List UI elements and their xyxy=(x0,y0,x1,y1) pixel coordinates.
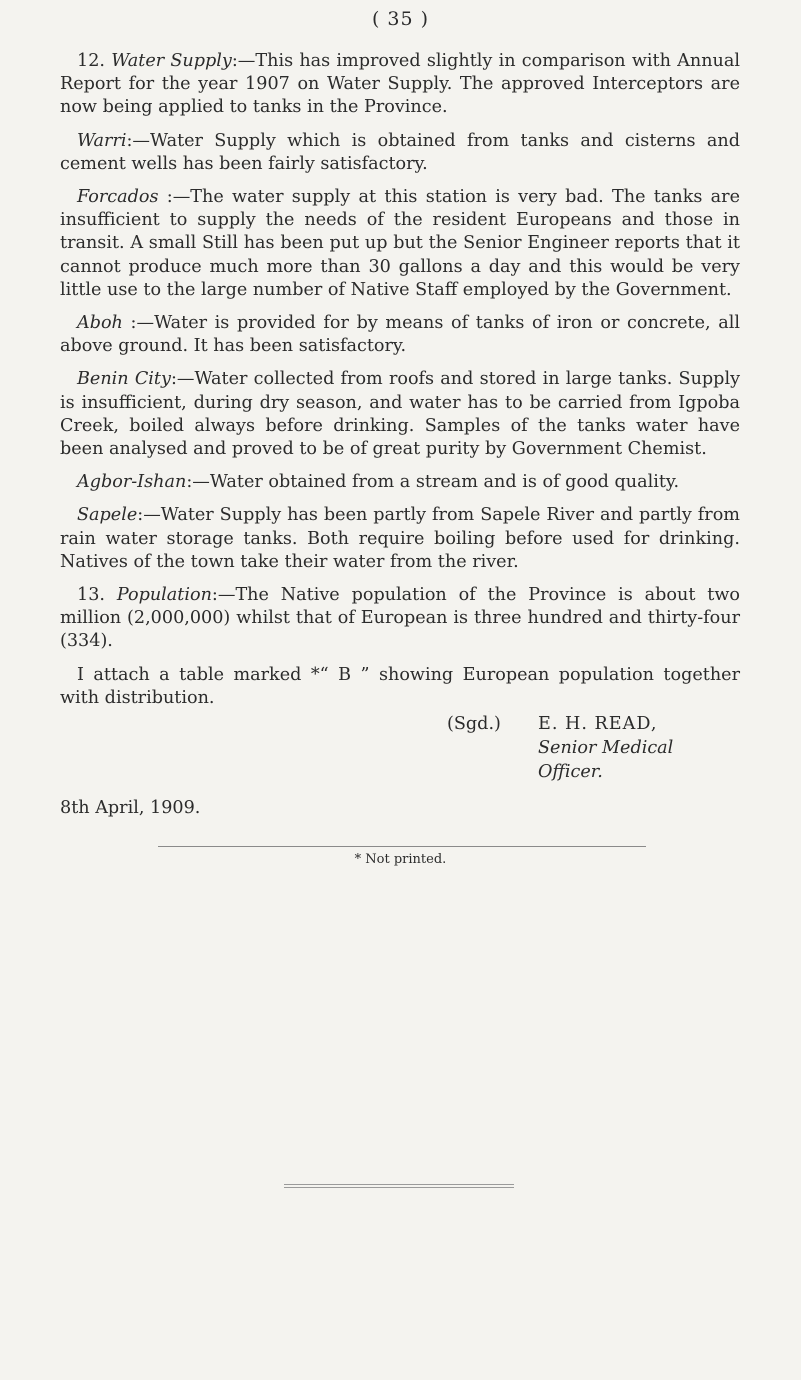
body-text xyxy=(60,50,740,720)
footnote: * Not printed. xyxy=(354,852,447,867)
paragraph-water-supply xyxy=(60,50,740,120)
footnote-divider xyxy=(158,846,646,847)
paragraph-lead: Forcados xyxy=(77,187,159,208)
signatory-role: Senior Medical Officer. xyxy=(538,738,674,782)
page-number: ( 35 ) xyxy=(371,8,430,30)
paragraph-warri xyxy=(60,130,740,176)
paragraph-forcados xyxy=(60,186,740,302)
paragraph-agbor-ishan xyxy=(60,471,740,494)
end-rule xyxy=(284,1184,514,1188)
signed-marker: (Sgd.) xyxy=(447,714,501,734)
document-date: 8th April, 1909. xyxy=(60,798,201,818)
paragraph-lead: Sapele xyxy=(77,505,138,526)
paragraph-population xyxy=(60,584,740,654)
paragraph-sapele xyxy=(60,504,740,574)
paragraph-text: I attach a table marked *“ B ” showing European population together with distribution. xyxy=(60,664,740,708)
paragraph-aboh xyxy=(60,312,740,358)
paragraph-text: :—Water collected from roofs and stored in large tanks. Supply is insufficient, during dry season, and water has to be carried from Igpoba Creek, boiled always before drinking. Samples of the tanks water have been analysed and proved to be of great purity by Government Chemist. xyxy=(60,369,741,460)
paragraph-lead: Aboh xyxy=(77,313,123,334)
paragraph-lead: Benin City xyxy=(77,369,171,390)
paragraph-lead: Population xyxy=(116,585,212,606)
paragraph-text: :—Water is provided for by means of tanks of iron or concrete, all above ground. It has been satisfactory. xyxy=(60,313,740,357)
paragraph-benin-city xyxy=(60,368,740,461)
paragraph-text: :—Water Supply which is obtained from tanks and cisterns and cement wells has been fairly satisfactory. xyxy=(60,130,740,174)
paragraph-text: :—This has improved slightly in comparison with Annual Report for the year 1907 on Water Supply. The approved Interceptors are now being applied to tanks in the Province. xyxy=(60,51,740,118)
paragraph-lead: Agbor-Ishan xyxy=(77,472,187,493)
paragraph-attachment xyxy=(60,664,740,710)
paragraph-text: :—Water Supply has been partly from Sapele River and partly from rain water storage tanks. Both require boiling before used for drinking. Natives of the town take their water from the river. xyxy=(60,505,740,572)
paragraph-lead: Water Supply xyxy=(111,51,232,71)
paragraph-text: :—The Native population of the Province is about two million (2,000,000) whilst that of European is three hundred and thirty-four (334). xyxy=(60,585,741,652)
section-number: 12. xyxy=(77,51,105,71)
signatory-name: E. H. READ, xyxy=(538,714,658,734)
paragraph-text: :—Water obtained from a stream and is of good quality. xyxy=(186,472,680,493)
paragraph-lead: Warri xyxy=(77,130,127,151)
signature-block xyxy=(60,712,740,782)
section-number: 13. xyxy=(77,585,105,606)
paragraph-text: :—The water supply at this station is very bad. The tanks are insufficient to supply the needs of the resident Europeans and those in transit. A small Still has been put up but the Senior Engineer reports that it cannot produce much more than 30 gallons a day and this would be very little use to the large number of Native Staff employed by the Government. xyxy=(60,187,740,300)
